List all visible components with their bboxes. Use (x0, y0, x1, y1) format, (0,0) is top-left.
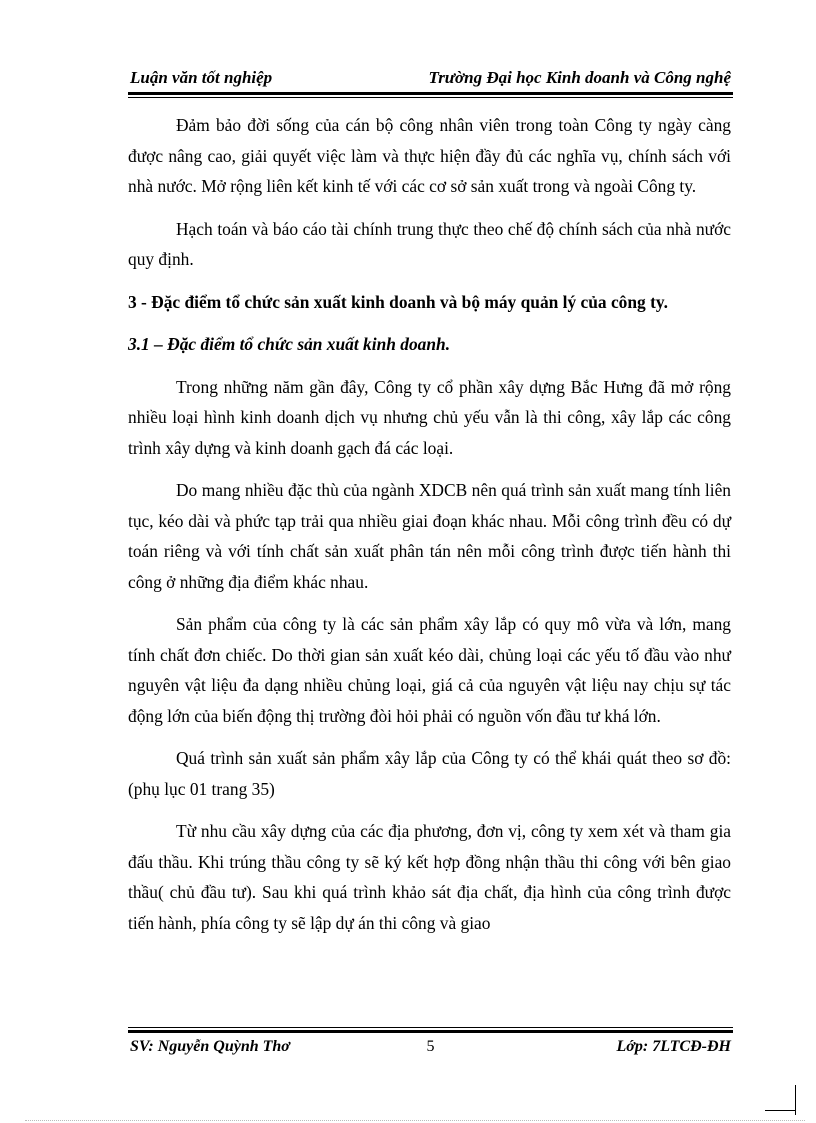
footer-student-name: SV: Nguyễn Quỳnh Thơ (130, 1038, 290, 1055)
header-rule-thick (128, 92, 733, 95)
header-university-label: Trường Đại học Kinh doanh và Công nghệ (428, 68, 731, 87)
paragraph-accounting: Hạch toán và báo cáo tài chính trung thực theo chế độ chính sách của nhà nước quy định. (128, 218, 731, 269)
header-thesis-label: Luận văn tốt nghiệp (130, 68, 273, 87)
page-number: 5 (426, 1038, 435, 1055)
crop-mark-vertical (795, 1085, 796, 1115)
header-rule-thin (128, 97, 733, 98)
paragraph-production-process: Do mang nhiều đặc thù của ngành XDCB nên quá trình sản xuất mang tính liên tục, kéo dài và phức tạp trải qua nhiều giai đoạn khác nhau. Mỗi công trình đều có dự toán riêng và với tính chất sản xuất phân tán nên mỗi công trình được tiến hành thi công ở những địa điểm khác nhau. (128, 480, 731, 592)
page-header (128, 66, 733, 92)
paragraph-living-standards: Đảm bảo đời sống của cán bộ công nhân viên trong toàn Công ty ngày càng được nâng cao, giải quyết việc làm và thực hiện đầy đủ các nghĩa vụ, chính sách với nhà nước. Mở rộng liên kết kinh tế với các cơ sở sản xuất trong và ngoài Công ty. (128, 115, 731, 196)
paragraph-business-scope: Trong những năm gần đây, Công ty cổ phần xây dựng Bắc Hưng đã mở rộng nhiều loại hình kinh doanh dịch vụ nhưng chủ yếu vẫn là thi công, xây lắp các công trình xây dựng và kinh doanh gạch đá các loại. (128, 376, 731, 458)
page-footer (128, 1038, 733, 1062)
footer-rule-thin (128, 1027, 733, 1028)
page-bottom-border (25, 1120, 805, 1121)
paragraph-diagram-reference: Quá trình sản xuất sản phẩm xây lắp của Công ty có thể khái quát theo sơ đồ: (phụ lục 01 trang 35) (128, 748, 731, 799)
footer-rule-thick (128, 1030, 733, 1033)
section-heading-3: 3 - Đặc điểm tổ chức sản xuất kinh doanh và bộ máy quản lý của công ty. (128, 291, 668, 312)
footer-class-label: Lớp: 7LTCĐ-ĐH (616, 1038, 731, 1055)
paragraph-bidding: Từ nhu cầu xây dựng của các địa phương, đơn vị, công ty xem xét và tham gia đấu thầu. Khi trúng thầu công ty sẽ ký kết hợp đồng nhận thầu thi công với bên giao thầu( chủ đầu tư). Sau khi quá trình khảo sát địa chất, địa hình của công trình được tiến hành, phía công ty sẽ lập dự án thi công và giao (128, 821, 731, 933)
paragraph-products: Sản phẩm của công ty là các sản phẩm xây lắp có quy mô vừa và lớn, mang tính chất đơn chiếc. Do thời gian sản xuất kéo dài, chủng loại các yếu tố đầu vào như nguyên vật liệu đa dạng nhiều chủng loại, giá cả của nguyên vật liệu nay chịu sự tác động lớn của biến động thị trường đòi hỏi phải có nguồn vốn đầu tư khá lớn. (128, 614, 731, 726)
page-body (128, 110, 731, 950)
section-heading-3-1: 3.1 – Đặc điểm tổ chức sản xuất kinh doanh. (128, 334, 451, 354)
crop-mark-horizontal (765, 1110, 795, 1111)
